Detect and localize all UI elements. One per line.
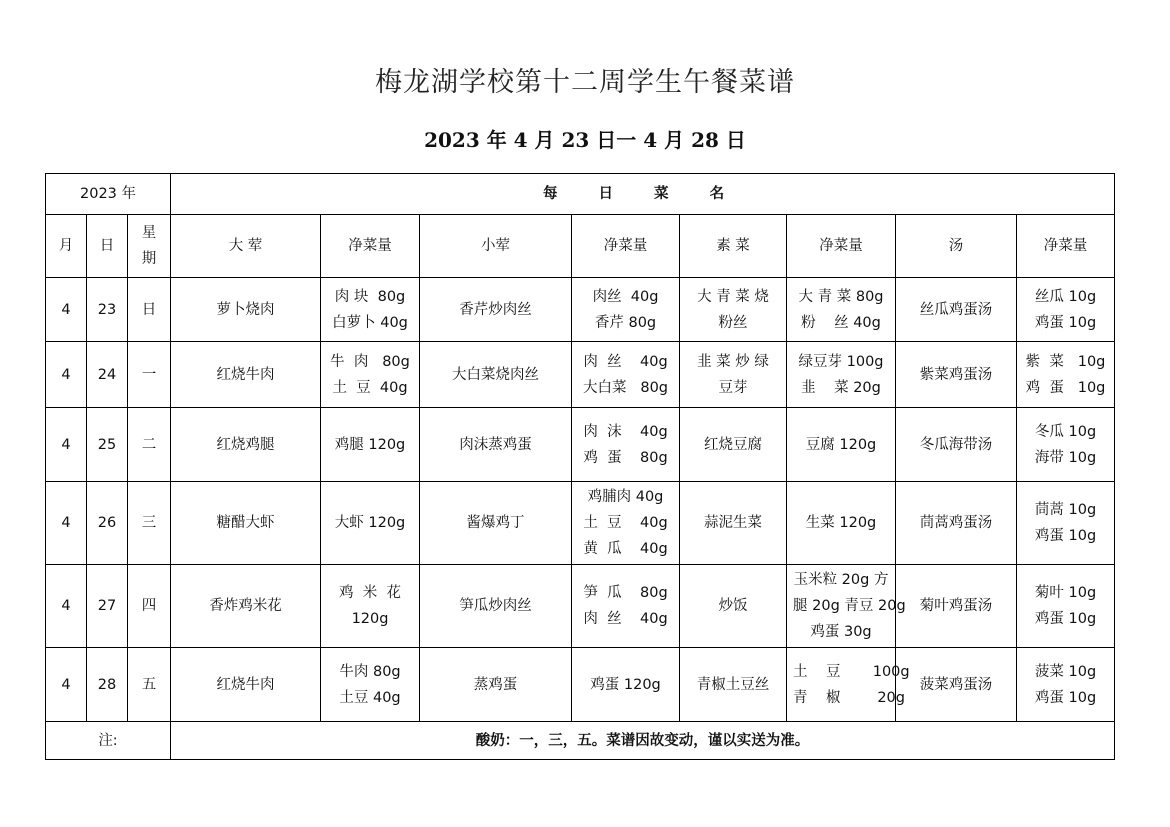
qty-line: 土 豆 40g [332, 379, 408, 396]
side-qty-cell [572, 342, 680, 408]
main-qty-cell [321, 482, 420, 565]
soup-cell: 菠菜鸡蛋汤 [896, 648, 1017, 722]
qty-line: 鸡 蛋 80g [583, 449, 668, 466]
qty-line: 鸡蛋 10g [1034, 689, 1097, 706]
weekday-cell: 二 [128, 408, 171, 482]
soup-cell: 菊叶鸡蛋汤 [896, 565, 1017, 648]
qty-line: 冬瓜 10g [1034, 423, 1097, 440]
qty-line: 牛 肉 80g [330, 353, 410, 370]
menu-row [46, 482, 1115, 565]
weekday-cell: 一 [128, 342, 171, 408]
veg-qty-cell [787, 482, 896, 565]
col-soup: 汤 [896, 215, 1017, 278]
side-dish-cell: 肉沫蒸鸡蛋 [420, 408, 572, 482]
qty-line: 牛肉 80g [339, 663, 401, 680]
weekday-cell: 三 [128, 482, 171, 565]
menu-row [46, 565, 1115, 648]
soup-qty-cell [1017, 648, 1115, 722]
qty-line: 茼蒿 10g [1034, 502, 1097, 518]
note-text: 酸奶：一，三，五。菜谱因故变动，谨以实送为准。 [171, 722, 1115, 760]
menu-row [46, 278, 1115, 342]
qty-line: 玉米粒 20g 方 [793, 572, 889, 588]
side-dish-cell: 蒸鸡蛋 [420, 648, 572, 722]
menu-row [46, 648, 1115, 722]
veg-qty-cell [787, 278, 896, 342]
daily-menu-label: 每 日 菜 名 [171, 174, 1115, 215]
header-row-2 [46, 215, 1115, 278]
veg-dish-cell [680, 342, 787, 408]
side-dish-cell: 酱爆鸡丁 [420, 482, 572, 565]
menu-table [45, 173, 1115, 760]
side-dish-cell: 大白菜烧肉丝 [420, 342, 572, 408]
qty-line: 粉 丝 40g [801, 314, 881, 331]
month-cell: 4 [46, 565, 87, 648]
qty-line: 笋 瓜 80g [583, 585, 668, 601]
day-cell: 26 [87, 482, 128, 565]
veg-dish-cell [680, 565, 787, 648]
qty-line: 鸡蛋 10g [1034, 611, 1097, 627]
month-cell: 4 [46, 278, 87, 342]
note-label: 注: [46, 722, 171, 760]
day-cell: 25 [87, 408, 128, 482]
qty-line: 大虾 120g [334, 515, 406, 531]
veg-dish-cell [680, 408, 787, 482]
veg-line: 炒饭 [718, 598, 748, 614]
qty-line: 绿豆芽 100g [798, 353, 884, 370]
qty-line: 鸡 米 花 [339, 585, 401, 601]
qty-line: 黄 瓜 40g [583, 541, 668, 557]
veg-line: 豆芽 [718, 379, 748, 396]
qty-line: 腿 20g 青豆 20g [793, 598, 906, 614]
veg-dish-cell [680, 278, 787, 342]
side-qty-cell [572, 408, 680, 482]
soup-cell: 茼蒿鸡蛋汤 [896, 482, 1017, 565]
col-month: 月 [46, 215, 87, 278]
qty-line: 香芹 80g [594, 314, 657, 331]
col-weekday [128, 215, 171, 278]
veg-line: 红烧豆腐 [704, 436, 763, 453]
main-dish-cell: 红烧牛肉 [171, 648, 321, 722]
day-cell: 23 [87, 278, 128, 342]
side-qty-cell [572, 648, 680, 722]
col-soup-qty: 净菜量 [1017, 215, 1115, 278]
veg-qty-cell [787, 648, 910, 722]
main-qty-cell [321, 342, 420, 408]
side-qty-cell [572, 482, 680, 565]
soup-qty-cell [1017, 342, 1115, 408]
side-qty-cell [572, 278, 680, 342]
soup-qty-cell [1017, 565, 1115, 648]
main-dish-cell: 香炸鸡米花 [171, 565, 321, 648]
main-qty-cell [321, 648, 420, 722]
side-dish-cell: 笋瓜炒肉丝 [420, 565, 572, 648]
qty-line: 紫 菜 10g [1025, 353, 1106, 370]
qty-line: 肉 沫 40g [583, 423, 668, 440]
veg-line: 大 青 菜 烧 [697, 288, 769, 305]
soup-cell: 丝瓜鸡蛋汤 [896, 278, 1017, 342]
col-veg: 素 菜 [680, 215, 787, 278]
qty-line: 肉丝 40g [592, 288, 659, 305]
veg-dish-cell [680, 482, 787, 565]
veg-dish-cell [680, 648, 787, 722]
weekday-cell: 四 [128, 565, 171, 648]
col-weekday-line2: 期 [141, 251, 157, 267]
veg-qty-cell [787, 565, 906, 648]
soup-qty-cell [1017, 482, 1115, 565]
main-qty-cell [321, 278, 420, 342]
header-row-1 [46, 174, 1115, 215]
qty-line: 鸡蛋 10g [1034, 314, 1097, 331]
qty-line: 海带 10g [1034, 449, 1097, 466]
col-main: 大 荤 [171, 215, 321, 278]
main-qty-cell [321, 408, 420, 482]
qty-line: 大 青 菜 80g [798, 288, 884, 305]
col-veg-qty: 净菜量 [787, 215, 896, 278]
main-dish-cell: 糖醋大虾 [171, 482, 321, 565]
qty-line: 肉 丝 40g [583, 611, 668, 627]
soup-qty-cell [1017, 278, 1115, 342]
veg-qty-cell [787, 342, 896, 408]
col-weekday-line1: 星 [141, 225, 157, 241]
day-cell: 24 [87, 342, 128, 408]
soup-cell: 紫菜鸡蛋汤 [896, 342, 1017, 408]
veg-qty-cell [787, 408, 896, 482]
qty-line: 韭 菜 20g [801, 379, 881, 396]
qty-line: 土 豆 100g [793, 663, 910, 680]
qty-line: 鸡腿 120g [334, 436, 406, 453]
main-dish-cell: 红烧鸡腿 [171, 408, 321, 482]
veg-line: 青椒土豆丝 [696, 676, 770, 693]
qty-line: 土豆 40g [339, 689, 401, 706]
qty-line: 鸡蛋 30g [810, 624, 872, 640]
day-cell: 27 [87, 565, 128, 648]
day-cell: 28 [87, 648, 128, 722]
veg-line: 粉丝 [718, 314, 748, 331]
qty-line: 鸡 蛋 10g [1025, 379, 1106, 396]
weekday-cell: 日 [128, 278, 171, 342]
main-qty-cell [321, 565, 420, 648]
qty-line: 生菜 120g [805, 515, 877, 531]
qty-line: 菠菜 10g [1034, 663, 1097, 680]
month-cell: 4 [46, 342, 87, 408]
main-dish-cell: 红烧牛肉 [171, 342, 321, 408]
page-title: 梅龙湖学校第十二周学生午餐菜谱 [375, 67, 795, 98]
side-dish-cell: 香芹炒肉丝 [420, 278, 572, 342]
col-day: 日 [87, 215, 128, 278]
qty-line: 菊叶 10g [1034, 585, 1097, 601]
note-row [46, 722, 1115, 760]
qty-line: 120g [351, 611, 389, 627]
side-qty-cell [572, 565, 680, 648]
year-label: 2023 年 [46, 174, 171, 215]
menu-row [46, 408, 1115, 482]
qty-line: 鸡蛋 10g [1034, 528, 1097, 544]
qty-line: 丝瓜 10g [1034, 288, 1097, 305]
month-cell: 4 [46, 482, 87, 565]
qty-line: 青 椒 20g [793, 689, 905, 706]
qty-line: 土 豆 40g [583, 515, 668, 531]
veg-line: 韭 菜 炒 绿 [697, 353, 769, 370]
month-cell: 4 [46, 408, 87, 482]
qty-line: 大白菜 80g [583, 379, 668, 396]
col-main-qty: 净菜量 [321, 215, 420, 278]
veg-line: 蒜泥生菜 [704, 515, 763, 531]
qty-line: 鸡脯肉 40g [587, 489, 664, 505]
menu-row [46, 342, 1115, 408]
qty-line: 白萝卜 40g [332, 314, 408, 331]
soup-qty-cell [1017, 408, 1115, 482]
col-side: 小荤 [420, 215, 572, 278]
col-side-qty: 净菜量 [572, 215, 680, 278]
qty-line: 豆腐 120g [805, 436, 877, 453]
qty-line: 鸡蛋 120g [590, 676, 661, 693]
date-range: 2023 年 4 月 23 日一 4 月 28 日 [424, 128, 746, 152]
qty-line: 肉 块 80g [334, 288, 406, 305]
main-dish-cell: 萝卜烧肉 [171, 278, 321, 342]
qty-line: 肉 丝 40g [583, 353, 668, 370]
month-cell: 4 [46, 648, 87, 722]
soup-cell: 冬瓜海带汤 [896, 408, 1017, 482]
weekday-cell: 五 [128, 648, 171, 722]
